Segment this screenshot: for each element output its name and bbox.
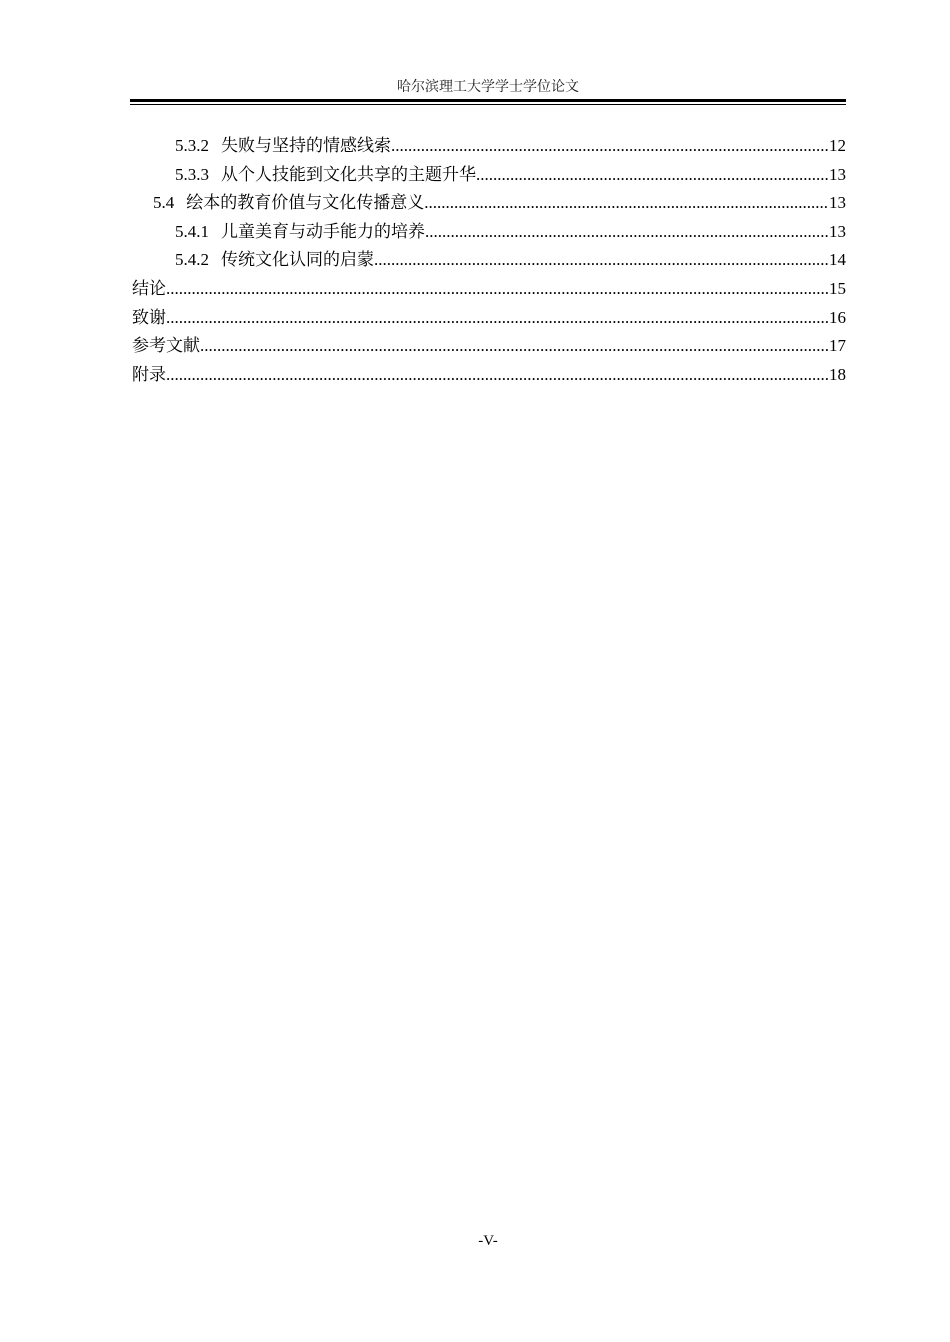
toc-dot-leader	[374, 246, 828, 275]
page-number: -V-	[478, 1233, 498, 1249]
toc-entry-page: 13	[829, 193, 846, 213]
toc-entry-title: 绘本的教育价值与文化传播意义	[186, 193, 425, 214]
toc-entry-title: 传统文化认同的启蒙	[221, 250, 374, 271]
toc-entry-number: 5.3.2	[175, 136, 209, 155]
toc-entry-number: 5.4.1	[175, 221, 209, 241]
toc-entry-references[interactable]	[132, 332, 846, 361]
toc-dot-leader	[166, 304, 828, 333]
toc-entry-page: 12	[829, 136, 846, 155]
header-rule-thin	[130, 104, 846, 105]
toc-dot-leader	[424, 189, 828, 218]
toc-dot-leader	[166, 361, 828, 390]
toc-entry-title: 附录	[132, 364, 166, 385]
toc-entry-page: 17	[829, 336, 846, 356]
running-header-title: 哈尔滨理工大学学士学位论文	[397, 79, 579, 95]
toc-entry-acknowledgements[interactable]	[132, 304, 846, 333]
toc-entry-title: 参考文献	[132, 336, 200, 357]
toc-entry-5-3-2[interactable]	[132, 132, 846, 161]
toc-entry-page: 16	[829, 307, 846, 327]
toc-dot-leader	[166, 275, 828, 304]
toc-entry-page: 18	[829, 364, 846, 384]
toc-entry-page: 14	[829, 250, 846, 270]
toc-entry-5-4-2[interactable]	[132, 246, 846, 275]
toc-entry-page: 13	[829, 164, 846, 184]
toc-entry-page: 13	[829, 221, 846, 241]
table-of-contents	[132, 132, 846, 389]
toc-entry-5-3-3[interactable]	[132, 161, 846, 190]
toc-entry-5-4[interactable]	[132, 189, 846, 218]
toc-dot-leader	[476, 161, 828, 190]
toc-dot-leader	[200, 332, 828, 361]
toc-entry-title: 结论	[132, 278, 166, 299]
toc-entry-number: 5.4	[153, 193, 175, 213]
toc-entry-title: 儿童美育与动手能力的培养	[221, 221, 425, 242]
toc-entry-number: 5.4.2	[175, 250, 209, 270]
toc-entry-conclusion[interactable]	[132, 275, 846, 304]
toc-entry-title: 失败与坚持的情感线索	[221, 136, 391, 156]
toc-entry-title: 从个人技能到文化共享的主题升华	[221, 164, 476, 185]
toc-entry-title: 致谢	[132, 307, 166, 328]
toc-dot-leader	[391, 132, 828, 161]
toc-entry-page: 15	[829, 278, 846, 298]
header-rule-thick	[130, 99, 846, 102]
toc-dot-leader	[425, 218, 828, 247]
toc-entry-5-4-1[interactable]	[132, 218, 846, 247]
toc-entry-appendix[interactable]	[132, 361, 846, 390]
toc-entry-number: 5.3.3	[175, 164, 209, 184]
